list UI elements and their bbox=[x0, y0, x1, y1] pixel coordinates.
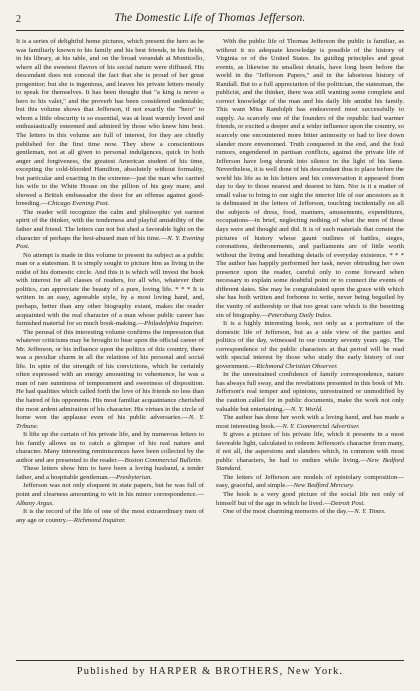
review-paragraph: The author has done her work with a loving hand, and has made a most interesting book.—N. Y. Commercial Advertiser. bbox=[216, 414, 404, 430]
review-paragraph: It lifts up the curtain of his private life, and by numerous letters to his family allows us to catch a glimpse of his real nature and character. Many interesting reminiscences have been collected by the author and are presented to the reader.—Boston Commercial Bulletin. bbox=[16, 431, 204, 464]
footer-rule bbox=[16, 660, 404, 661]
page-header bbox=[16, 12, 404, 31]
review-paragraph: No attempt is made in this volume to present its subject as a public man or a statesman. It is simply sought to picture him as living in the midst of his domestic circle. And this it is which will invest the book with interest for all classes of readers, for all who, whatever their politics, can appreciate the beauty of a pure, loving life. * * * It is written in an easy, agreeable style, by a most loving hand, and, perhaps, better than any other biography extant, makes the reader acquainted with the real character of a man whose public career has furnished material for so much book-making.—Philadelphia Inquirer. bbox=[16, 251, 204, 328]
review-paragraph: It is a series of delightful home pictures, which present the hero as he was familiarly known to his family and his best friends, in his fields, in his library, at his table, and on the broad verandah at Monticello, where all the sweetest flavors of his social nature were diffused. His descendant does not conceal the fact that she is proud of her great progenitor; but she is ingenious, and leaves his private letters mostly to speak for themselves. It has been thought that "a king is never a hero to his valet," and the proverb has been considered undeniable; but this volume shows that Jefferson, if not exactly the "hero" to whom a little obscurity is so essential, was at least warmly loved and enthusiastically esteemed and admired by those who knew him best. The letters in this volume are full of interest, for they are chiefly published for the first time now. They show a conscientious gentleman, not at all given to personal indulgences, quick in both anger and forgiveness, the greatest American student of his time, excepting the cold-blooded Hamilton, absolutely without formality, but particular and exacting in the extreme—just the man who carried his wife to the White House on the pillion of his gray mare, and showed a British embassador the door for an offense against good-breeding.—Chicago Evening Post. bbox=[16, 38, 204, 208]
review-paragraph: The perusal of this interesting volume confirms the impression that whatever criticisms may be brought to bear upon the official career of Mr. Jefferson, or his influence upon the politics of this country, there was a peculiar charm in all the relations of his personal and social life. In spite of the strength of his convictions, which he certainly often expressed with an energy amounting to vehemence, he was a man of rare sunniness of temperament and sweetness of disposition. He had qualities which called forth the love of his friends no less than the hatred of his opponents. His most familiar acquaintance cherished the most ardent admiration of his character. His virtues in the circle of home won the applause even of his public adversaries.—N. Y. Tribune. bbox=[16, 328, 204, 430]
review-paragraph: In the unrestrained confidence of family correspondence, nature has always full sway, and the revelations presented in this book of Mr. Jefferson's real temper and opinions, unrestrained or unmodified by the caution called for in public documents, make the work not only valuable but entertaining.—N. Y. World. bbox=[216, 371, 404, 413]
review-paragraph: It is a highly interesting book, not only as a portraiture of the domestic life of Jefferson, but as a side view of the parties and politics of the day, witnessed in our country seventy years ago. The correspondence of the public characters at that period will be read with special interest by those who study the early history of our government.—Richmond Christian Observer. bbox=[216, 320, 404, 370]
running-title: The Domestic Life of Thomas Jefferson. bbox=[114, 12, 306, 24]
page-number: 2 bbox=[16, 14, 21, 25]
publisher-footer: Published by HARPER & BROTHERS, New York. bbox=[76, 666, 344, 677]
review-paragraph: It gives a picture of his private life, which it presents in a most favorable light, calculated to redeem Jefferson's character from many, if not all, the aspersions and slanders which, in common with most public characters, he had to endure while living.—New Bedford Standard. bbox=[216, 431, 404, 473]
left-column bbox=[16, 38, 204, 654]
review-paragraph: The letters of Jefferson are models of epistolary composition—easy, graceful, and simple.—New Bedford Mercury. bbox=[216, 473, 404, 490]
review-columns bbox=[16, 38, 404, 654]
review-paragraph: With the public life of Thomas Jefferson the public is familiar, as without it no adequate knowledge is possible of the history of Virginia or of the United States. Its guiding principles and great events, as likewise its smallest details, have long been before the world in the "Jefferson Papers," and in the laborious history of Randall. But to a full appreciation of the politician, the statesman, the publicist, and the thinker, there was still wanting some complete and correct knowledge of the man and his daily life amidst his family. This want Miss Randolph has endeavored most successfully to supply. As scarcely one of the founders of the republic had warmer friends, or excited a deeper and a wider influence upon the country, so scarcely one encountered more bitter animosity or had to live down slander more envenomed. Truth conquered in the end, and the foul rumors, engendered in partisan conflicts, against the private life of Jefferson have long shrunk into silence in the light of his fame. Nevertheless, it is well done of his descendant thus to place before the world his life as in his letters and his conversation it appeared from day to day to those nearest and dearest to him. Nor is it a matter of small value to bring to our sight the interior life of our ancestors as it is delineated in the letters of Jefferson, touching incidentally on all the subjects of dress, food, manners, amusements, expenditures, occupations—in brief, neglecting nothing of what the men of those days were and thought and did. It is of such materials that consist the pictures of history whose gaunt outlines of battles, sieges, coronations, dethronements, and parliaments are of little worth without the living and breathing details of everyday existence. * * * The author has happily performed her task, never obtruding her own presence upon the reader, careful only to come forward when necessary to explain some doubtful point or to connect the events of different dates. She may be congratulated upon the grace with which she has both written and forborne to write, never being beguiled by the vanity of authorship or that too great care which is the besetting sin of biography.—Petersburg Daily Index. bbox=[216, 38, 404, 319]
review-paragraph: The reader will recognize the calm and philosophic yet earnest spirit of the thinker, with the tenderness and playful amiability of the father and friend. The letters can not but shed a favorable light on the character of perhaps the best-abused man of his time.—N. Y. Evening Post. bbox=[16, 208, 204, 251]
review-paragraph: One of the most charming memoirs of the day.—N. Y. Times. bbox=[223, 508, 386, 516]
review-paragraph: It is the record of the life of one of the most extraordinary men of any age or country.—Richmond Inquirer. bbox=[16, 508, 204, 524]
review-paragraph: The book is a very good picture of the social life not only of himself but of the age in which he lived.—Detroit Post. bbox=[216, 490, 404, 507]
review-paragraph: Jefferson was not only eloquent in state papers, but he was full of point and clearness amounting to wit in his minor correspondence.—Albany Argus. bbox=[16, 482, 204, 507]
review-paragraph: These letters show him to have been a loving husband, a tender father, and a hospitable gentleman.—Presbyterian. bbox=[16, 465, 204, 481]
right-column bbox=[216, 38, 404, 654]
